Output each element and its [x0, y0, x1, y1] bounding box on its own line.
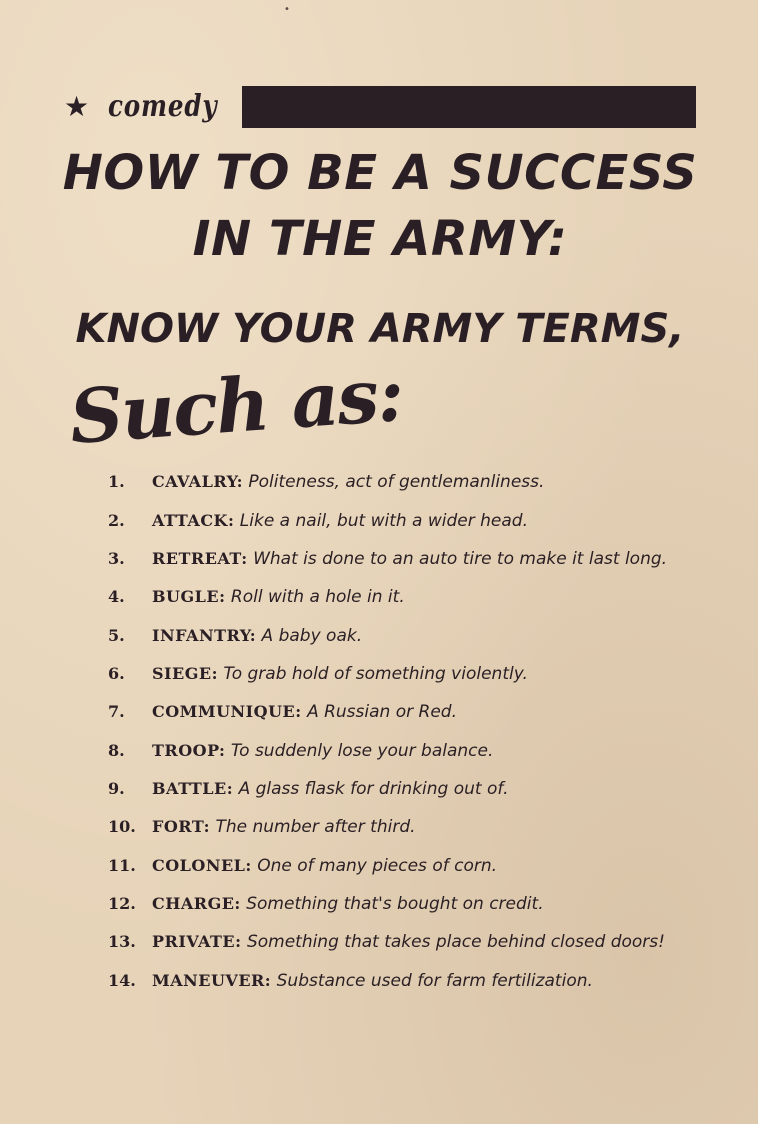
term-word: TROOP: — [152, 741, 226, 760]
term-definition: Something that takes place behind closed doors! — [246, 932, 665, 952]
list-item — [108, 470, 698, 496]
term-definition: Roll with a hole in it. — [230, 587, 405, 607]
headline-line-1: HOW TO BE A SUCCESS — [62, 145, 698, 201]
term-definition: One of many pieces of corn. — [257, 856, 498, 876]
list-item — [108, 892, 698, 918]
list-item — [108, 854, 698, 880]
star-icon: ★ — [64, 90, 90, 123]
term-number: 6. — [108, 664, 125, 683]
term-word: PRIVATE: — [152, 932, 242, 951]
term-definition: Politeness, act of gentlemanliness. — [248, 472, 545, 492]
term-definition: Like a nail, but with a wider head. — [239, 511, 528, 531]
list-item — [108, 930, 698, 956]
list-item — [108, 509, 698, 535]
term-definition: Something that's bought on credit. — [246, 894, 544, 914]
list-item — [108, 662, 698, 688]
term-word: COMMUNIQUE: — [152, 702, 302, 721]
term-definition: To grab hold of something violently. — [223, 664, 528, 684]
term-word: CHARGE: — [152, 894, 241, 913]
term-definition: Substance used for farm fertilization. — [276, 971, 593, 991]
term-number: 4. — [108, 587, 125, 606]
term-definition: The number after third. — [215, 817, 416, 837]
list-item — [108, 585, 698, 611]
section-bar — [242, 86, 696, 128]
term-word: MANEUVER: — [152, 971, 272, 990]
term-definition: A glass flask for drinking out of. — [238, 779, 509, 799]
term-number: 5. — [108, 626, 125, 645]
term-number: 7. — [108, 702, 125, 721]
section-header — [64, 86, 696, 132]
list-item — [108, 739, 698, 765]
list-item — [108, 969, 698, 995]
term-number: 13. — [108, 932, 136, 951]
term-number: 3. — [108, 549, 125, 568]
list-item — [108, 624, 698, 650]
section-label: comedy — [108, 89, 218, 124]
term-number: 8. — [108, 741, 125, 760]
term-word: RETREAT: — [152, 549, 248, 568]
term-definition: What is done to an auto tire to make it last long. — [253, 549, 668, 569]
term-word: ATTACK: — [152, 511, 235, 530]
headline-line-2: IN THE ARMY: — [192, 211, 568, 267]
term-number: 14. — [108, 971, 136, 990]
list-item — [108, 547, 698, 573]
term-word: CAVALRY: — [152, 472, 243, 491]
script-lead-in: Such as: — [67, 351, 405, 461]
term-definition: To suddenly lose your balance. — [230, 741, 494, 761]
list-item — [108, 815, 698, 841]
term-number: 11. — [108, 856, 136, 875]
term-number: 10. — [108, 817, 136, 836]
terms-list — [108, 470, 698, 995]
subheading: KNOW YOUR ARMY TERMS, — [75, 306, 685, 352]
term-word: BATTLE: — [152, 779, 234, 798]
term-word: COLONEL: — [152, 856, 252, 875]
term-number: 1. — [108, 472, 125, 491]
list-item — [108, 777, 698, 803]
term-word: SIEGE: — [152, 664, 218, 683]
term-word: INFANTRY: — [152, 626, 257, 645]
term-word: BUGLE: — [152, 587, 226, 606]
term-number: 12. — [108, 894, 136, 913]
term-definition: A baby oak. — [261, 626, 363, 646]
term-number: 9. — [108, 779, 125, 798]
ink-speck: • — [284, 4, 290, 15]
term-word: FORT: — [152, 817, 211, 836]
term-definition: A Russian or Red. — [307, 702, 457, 722]
list-item — [108, 700, 698, 726]
term-number: 2. — [108, 511, 125, 530]
